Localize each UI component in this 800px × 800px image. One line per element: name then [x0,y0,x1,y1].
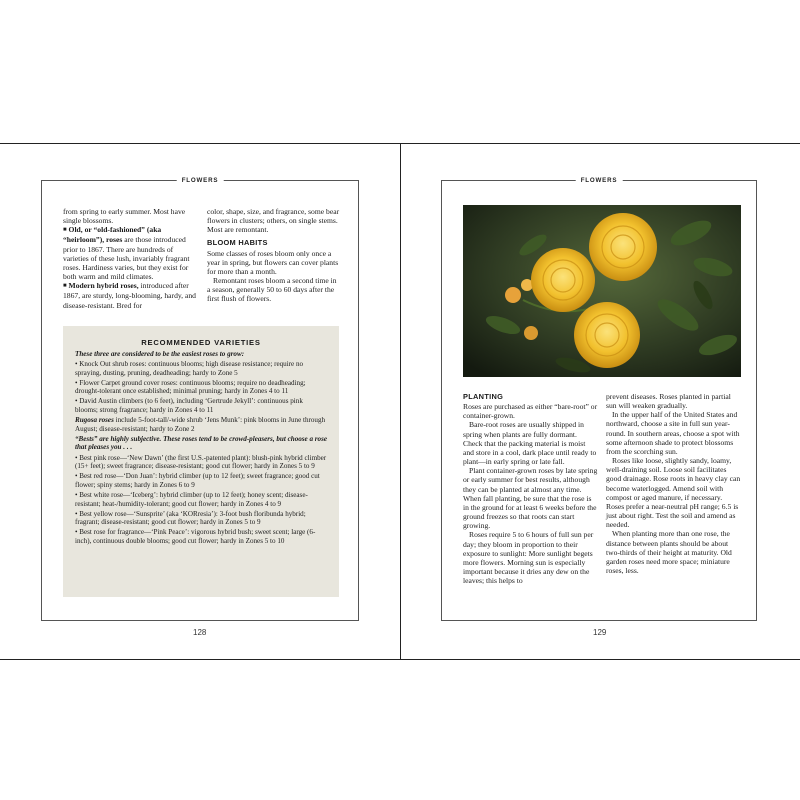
paragraph: color, shape, size, and fragrance, some bear flowers in clusters; others, on single stems. Most are remontant. [207,207,340,235]
gutter-line [400,144,401,659]
section-heading: BLOOM HABITS [207,238,268,248]
item-term: Rugosa roses [75,416,114,425]
sidebar-intro: These three are considered to be the easiest roses to grow: [75,350,245,358]
left-column-1 [63,207,197,310]
paragraph: prevent diseases. Roses planted in partial sun will weaken gradually. [606,392,731,411]
section-heading: PLANTING [463,392,504,401]
list-item: • Best white rose—‘Iceberg’: hybrid climber (up to 12 feet); honey scent; disease-resistant; heat-/humidity-tolerant; good cut flower; hardy in Zones 4 to 9 [75,490,308,508]
left-running-head: FLOWERS [177,175,224,186]
yellow-roses-photo-icon [463,205,741,377]
list-item [63,281,197,309]
right-column-1 [463,392,598,585]
item-term: Modern hybrid roses, [68,281,139,291]
left-column-2 [207,207,340,304]
paragraph: Roses like loose, slightly sandy, loamy, well-draining soil. Loose soil facilitates good drainage. Rose roots in heavy clay can become waterlogged. Amend soil with compost or aged manure, if necessary. Roses prefer a near-neutral pH range; 6.5 is just about right. Test the soil and amend as needed. [606,456,741,530]
paragraph: Roses require 5 to 6 hours of full sun per day; they bloom in proportion to their exposure to sunlight: More sunlight begets more flowers. Morning sun is especially important because it dries any dew on the leaves; this helps to [463,530,594,586]
sidebar-note: “Bests” are highly subjective. These roses tend to be crowd-pleasers, but choose a rose that pleases you . . . [75,434,328,452]
recommended-varieties-sidebar [63,326,339,597]
item-text: are those introduced prior to 1867. There are hundreds of varieties of these lush, invariably fragrant roses. Hardiness varies, but they exist for both warm and mild climates. [63,235,190,282]
square-bullet-icon: ■ [63,283,67,290]
item-term: Old, or “old-fashioned” (aka “heirloom”), roses [63,225,162,245]
list-item: • Best pink rose—‘New Dawn’ (the first U.S.-patented plant): blush-pink hybrid climber (15+ feet); sweet fragrance; disease-resistant; good cut flower; hardy in Zones 5 to 9 [75,453,327,471]
item-text: introduced after 1867, are sturdy, long-blooming, hardy, and disease-resistant. Bred for [63,281,196,310]
sidebar-title: RECOMMENDED VARIETIES [141,338,261,347]
paragraph: Remontant roses bloom a second time in a season, generally 50 to 60 days after the first flush of flowers. [207,276,337,304]
paragraph: Bare-root roses are usually shipped in spring when plants are fully dormant. Check that the packing material is moist and store in a cool, dark place until ready to plant—in early spring or late fall. [463,420,597,467]
list-item [63,225,197,281]
paragraph: from spring to early summer. Most have single blossoms. [63,207,186,226]
list-item: • Knock Out shrub roses: continuous blooms; high disease resistance; require no spraying, dusting, pruning, deadheading; hardy to Zone 5 [75,360,304,377]
paragraph: In the upper half of the United States and northward, choose a site in full sun year-round. In southern areas, choose a spot with some afternoon shade to protect blossoms from the scorching sun. [606,410,740,456]
list-item: • Best red rose—‘Don Juan’: hybrid climber (up to 12 feet); sweet fragrance; good cut flower; spiny stems; hardy in Zones 6 to 9 [75,472,320,489]
paragraph: Roses are purchased as either “bare-root” or container-grown. [463,402,598,421]
list-item: • David Austin climbers (to 6 feet), including ‘Gertrude Jekyll’: continuous pink blooms; strong fragrance; hardy in Zones 4 to 11 [75,397,303,415]
yellow-roses-photo [463,205,741,377]
paragraph: Some classes of roses bloom only once a year in spring, but flowers can cover plants for more than a month. [207,248,339,276]
right-page-number: 129 [593,628,607,637]
right-column-2 [606,392,741,575]
list-item [75,416,327,433]
list-item: • Flower Carpet ground cover roses: continuous blooms; require no deadheading; drought-tolerant once established; minimal pruning; hardy in Zones 4 to 11 [75,378,306,396]
list-item: • Best rose for fragrance—‘Pink Peace’: vigorous hybrid bush; sweet scent; large (6-inch), continuous double blooms; good cut flower; hardy in Zones 5 to 10 [75,528,316,545]
square-bullet-icon: ■ [63,227,67,234]
paragraph: Plant container-grown roses by late spring or early summer for best results, although they can be planted at almost any time. When fall planting, be sure that the rose is in the ground for at least 6 weeks before the ground freezes so that roots can start growing. [463,466,598,531]
paragraph: When planting more than one rose, the distance between plants should be about two-thirds of their height at maturity. Old garden roses need more space; miniature roses, less. [606,529,732,575]
list-item: • Best yellow rose—‘Sunsprite’ (aka ‘KORresia’): 3-foot bush floribunda hybrid; fragrant; disease-resistant; good cut flower; hardy in Zones 5 to 9 [75,509,306,527]
right-running-head: FLOWERS [576,175,623,186]
left-page-number: 128 [193,628,207,637]
item-text: include 5-foot-tall/-wide shrub ‘Jens Munk’: pink blooms in June through August; disease-resistant; hardy to Zone 2 [75,416,326,433]
